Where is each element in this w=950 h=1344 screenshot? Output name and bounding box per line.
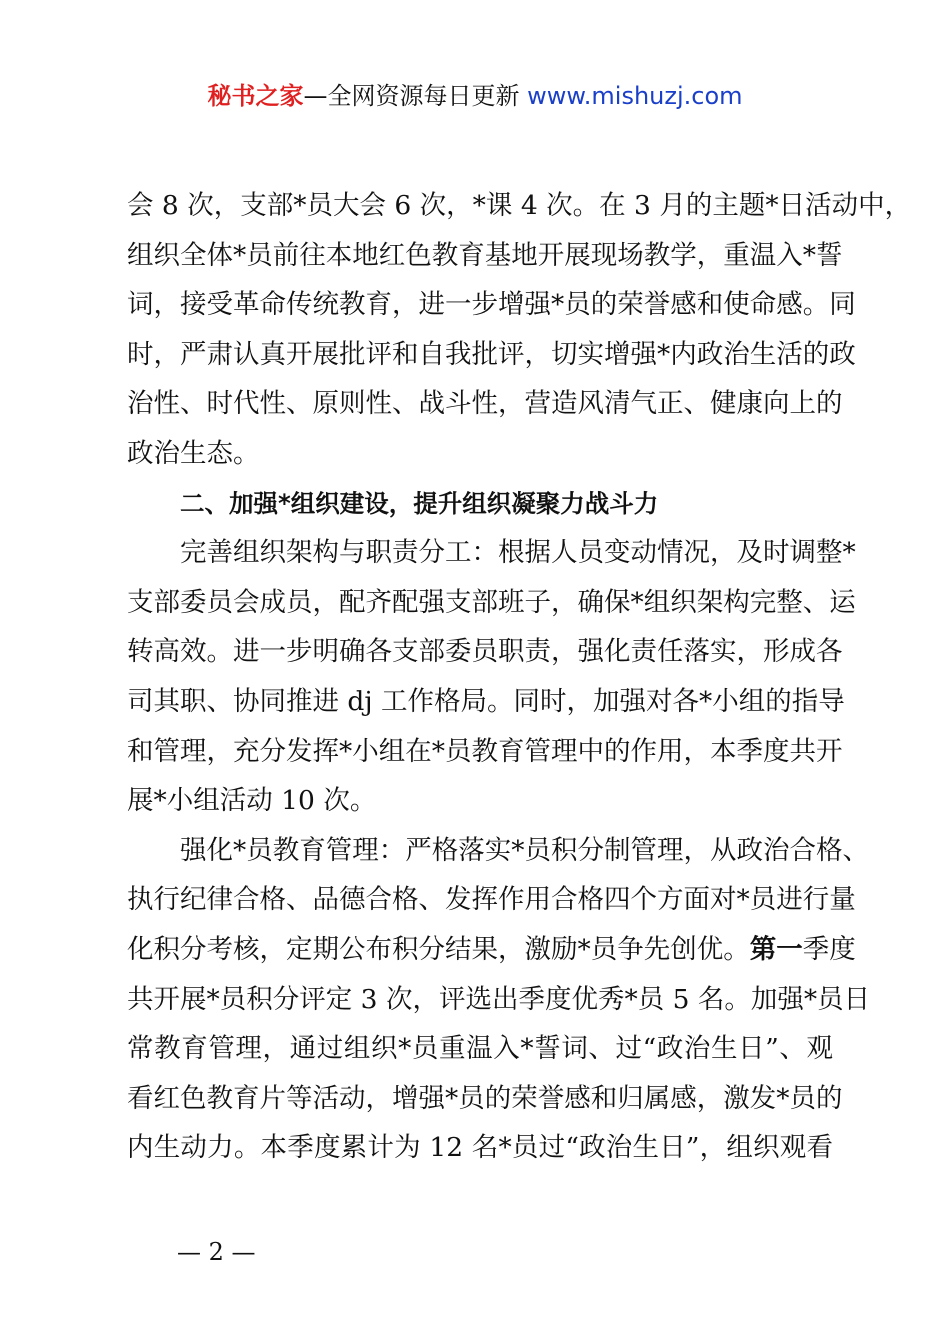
site-header	[0, 78, 950, 114]
section-heading: 二、加强*组织建设，提升组织凝聚力战斗力	[180, 488, 659, 518]
text-line: 词，接受革命传统教育，进一步增强*员的荣誉感和使命感。同	[127, 289, 856, 321]
text-line: 共开展*员积分评定 3 次，评选出季度优秀*员 5 名。加强*员日	[127, 983, 871, 1015]
text-line: 支部委员会成员，配齐配强支部班子，确保*组织架构完整、运	[127, 586, 856, 618]
text-line: 政治生态。	[127, 437, 260, 469]
site-brand: 秘书之家	[207, 82, 304, 110]
text-line	[127, 925, 856, 975]
text-line: 执行纪律合格、品德合格、发挥作用合格四个方面对*员进行量	[127, 884, 856, 916]
text-line: 展*小组活动 10 次。	[127, 785, 377, 817]
text-line: 治性、时代性、原则性、战斗性，营造风清气正、健康向上的	[127, 388, 843, 420]
text-line: 和管理，充分发挥*小组在*员教育管理中的作用，本季度共开	[127, 735, 843, 767]
text-line: 强化*员教育管理：严格落实*员积分制管理，从政治合格、	[180, 834, 869, 866]
text-line: 司其职、协同推进 dj 工作格局。同时，加强对各*小组的指导	[127, 685, 845, 717]
text-line: 组织全体*员前往本地红色教育基地开展现场教学，重温入*誓	[127, 239, 843, 271]
text-line: 内生动力。本季度累计为 12 名*员过“政治生日”，组织观看	[127, 1132, 833, 1164]
document-body	[127, 181, 912, 1173]
bold-text: 第一	[749, 933, 803, 965]
text-line: 转高效。进一步明确各支部委员职责，强化责任落实，形成各	[127, 636, 843, 668]
text-line: 完善组织架构与职责分工：根据人员变动情况，及时调整*	[180, 537, 856, 569]
text-fragment: 化积分考核，定期公布积分结果，激励*员争先创优。	[127, 933, 750, 965]
text-line: 会 8 次，支部*员大会 6 次，*课 4 次。在 3 月的主题*日活动中，	[127, 190, 912, 221]
text-line: 常教育管理，通过组织*员重温入*誓词、过“政治生日”、观	[127, 1033, 833, 1065]
text-line: 看红色教育片等活动，增强*员的荣誉感和归属感，激发*员的	[127, 1082, 843, 1114]
page-number: — 2 —	[177, 1238, 256, 1266]
site-url[interactable]: www.mishuzj.com	[527, 82, 743, 110]
site-tagline: —全网资源每日更新	[303, 82, 520, 110]
text-line: 时，严肃认真开展批评和自我批评，切实增强*内政治生活的政	[127, 338, 856, 370]
text-fragment: 季度	[802, 933, 856, 965]
